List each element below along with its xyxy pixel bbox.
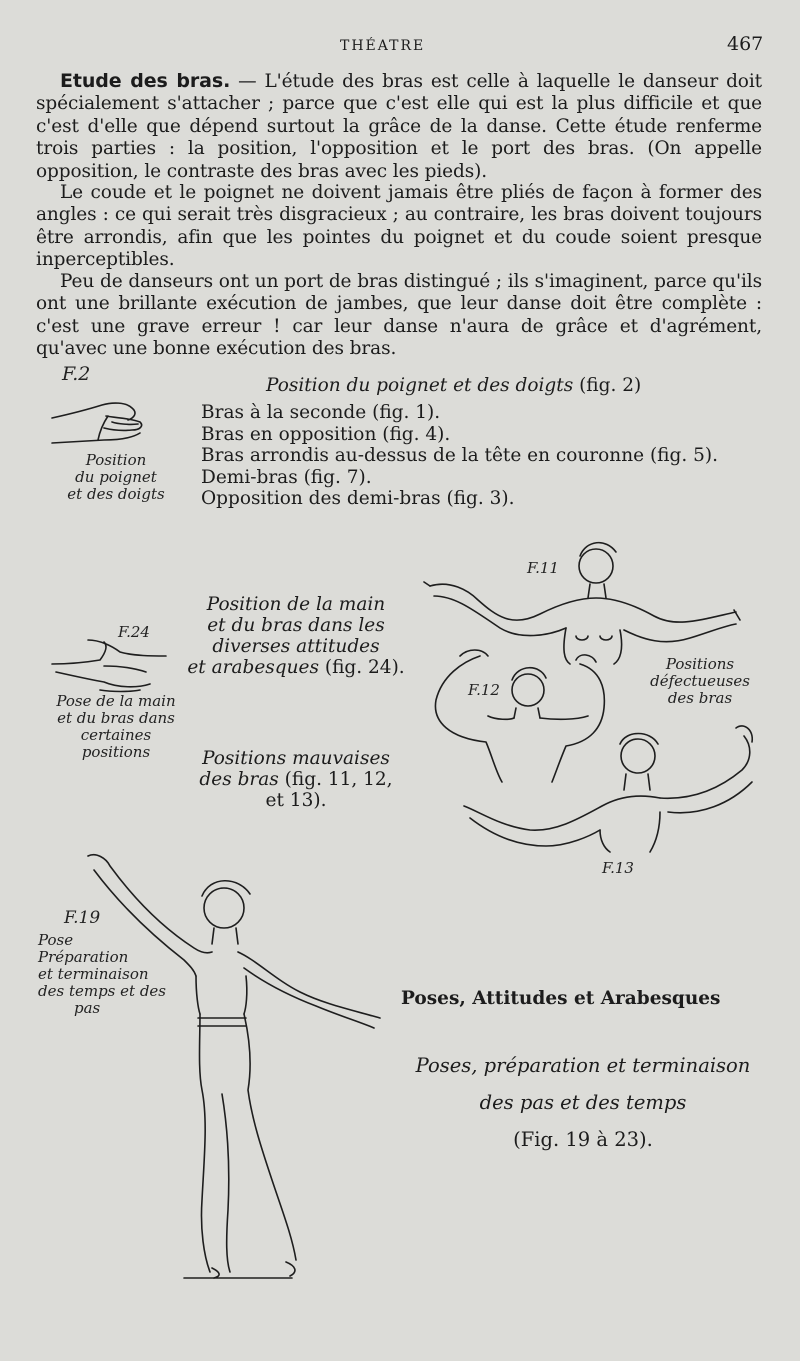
hand-wrist-drawing <box>52 403 142 443</box>
note-line: Pose <box>38 931 74 949</box>
paragraph-text: Peu de danseurs ont un port de bras distingué ; ils s'imaginent, parce qu'ils ont une brillante exécution de jambes, que leur danse doit être complète : c'est une grave erreur ! car leur danse n'aura de grâce et d'agrément, qu'avec une bonne exécution des bras. <box>36 271 762 360</box>
note-line: des bras <box>667 689 733 707</box>
figure-heading-italic: Position du poignet et des doigts <box>266 375 574 396</box>
caption-line: et du bras dans les <box>207 615 385 636</box>
fig2-label: F.2 <box>62 363 91 385</box>
subtitle-line: (Fig. 19 à 23). <box>513 1128 653 1151</box>
list-item: Bras en opposition (fig. 4). <box>201 423 451 445</box>
list-item: Opposition des demi-bras (fig. 3). <box>201 488 515 510</box>
fig12-label: F.12 <box>468 681 500 699</box>
figure-13-drawing <box>464 726 752 852</box>
caption-ref: (fig. 11, 12, <box>278 769 393 790</box>
hand-arm-drawing <box>52 640 166 692</box>
paragraph-text: Le coude et le poignet ne doivent jamais être pliés de façon à former des angles : ce qui serait très disgracieux ; au contraire, les bras doivent toujours être arrondis, afin que les pointes du poignet et du coude soient presque inperceptibles. <box>36 182 762 271</box>
list-item: Demi-bras (fig. 7). <box>201 466 372 488</box>
page-number: 467 <box>727 33 764 55</box>
note-line: des temps et des <box>38 982 166 1000</box>
subtitle-line: des pas et des temps <box>479 1091 687 1114</box>
fig13-label: F.13 <box>602 859 634 877</box>
fig24-label: F.24 <box>118 623 150 641</box>
list-item: Bras à la seconde (fig. 1). <box>201 402 441 423</box>
note-line: et des doigts <box>67 485 165 503</box>
subtitle-line: Poses, préparation et terminaison <box>415 1054 751 1077</box>
note-line: pas <box>74 999 101 1017</box>
note-line: certaines <box>80 726 152 744</box>
section-lead: Etude des bras. <box>60 70 231 92</box>
note-line: et terminaison <box>38 965 149 983</box>
fig11-label: F.11 <box>527 559 559 577</box>
note-line: Préparation <box>38 948 129 966</box>
note-line: et du bras dans <box>57 709 175 727</box>
caption-line: diverses attitudes <box>212 636 380 657</box>
note-line: défectueuses <box>650 672 750 690</box>
note-line: Position <box>85 451 147 469</box>
paragraph-text: — L'étude des bras est celle à laquelle le danseur doit spécialement s'attacher ; parce que c'est elle qui est la plus difficile et que c'est d'elle que dépend surtout la grâce de la danse. Cette étude renferme trois parties : la position, l'opposition et le port des bras. (On appelle opposition, le contraste des bras avec les pieds). <box>36 71 762 182</box>
caption-line: et 13). <box>265 790 327 811</box>
caption-italic: et arabesques <box>187 657 319 678</box>
figure-19-dancer-drawing <box>88 855 380 1278</box>
note-line: Positions <box>665 655 735 673</box>
running-header: THÉATRE <box>340 38 426 54</box>
fig19-label: F.19 <box>64 908 101 928</box>
figure-12-drawing <box>435 650 604 782</box>
section-title: Poses, Attitudes et Arabesques <box>401 988 721 1009</box>
caption-line: Positions mauvaises <box>202 748 390 769</box>
note-line: positions <box>81 743 151 761</box>
note-line: du poignet <box>75 468 157 486</box>
note-line: Pose de la main <box>56 692 176 710</box>
caption-italic: des bras <box>199 769 279 790</box>
caption-line: Position de la main <box>206 594 386 615</box>
list-item: Bras arrondis au-dessus de la tête en couronne (fig. 5). <box>201 445 718 467</box>
figure-heading-ref: (fig. 2) <box>573 375 642 396</box>
caption-ref: (fig. 24). <box>318 657 405 678</box>
figure-11-drawing <box>424 543 740 664</box>
